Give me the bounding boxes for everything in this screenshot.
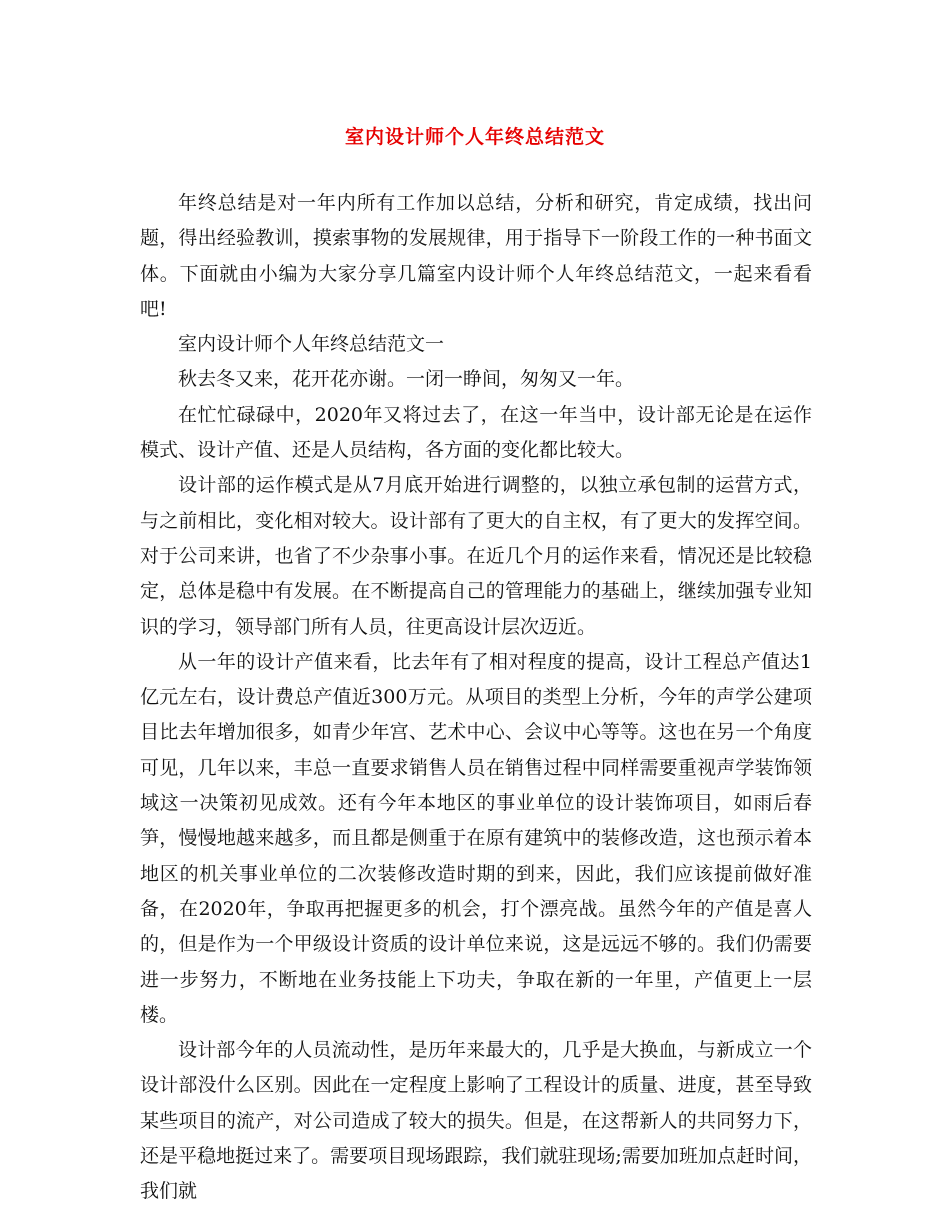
paragraph-staff-turnover: 设计部今年的人员流动性，是历年来最大的，几乎是大换血，与新成立一个设计部没什么区别。因此在一定程度上影响了工程设计的质量、进度，甚至导致某些项目的流产，对公司造成了较大的损失。但是，在这帮新人的共同努力下，还是平稳地挺过来了。需要项目现场跟踪，我们就驻现场;需要加班加点赶时间，我们就 [140, 1039, 812, 1203]
document-title: 室内设计师个人年终总结范文 [344, 126, 605, 148]
paragraph-design-output: 从一年的设计产值来看，比去年有了相对程度的提高，设计工程总产值达1亿元左右，设计费总产值近300万元。从项目的类型上分析，今年的声学公建项目比去年增加很多，如青少年宫、艺术中心、会议中心等等。这也在另一个角度可见，几年以来，丰总一直要求销售人员在销售过程中同样需要重视声学装饰领域这一决策初见成效。还有今年本地区的事业单位的设计装饰项目，如雨后春笋，慢慢地越来越多，而且都是侧重于在原有建筑中的装修改造，这也预示着本地区的机关事业单位的二次装修改造时期的到来，因此，我们应该提前做好准备，在2020年，争取再把握更多的机会，打个漂亮战。虽然今年的产值是喜人的，但是作为一个甲级设计资质的设计单位来说，这是远远不够的。我们仍需要进一步努力，不断地在业务技能上下功夫，争取在新的一年里，产值更上一层楼。 [140, 650, 812, 1026]
document-body [140, 186, 812, 1210]
paragraph-operation-mode: 设计部的运作模式是从7月底开始进行调整的，以独立承包制的运营方式，与之前相比，变化相对较大。设计部有了更大的自主权，有了更大的发挥空间。对于公司来讲，也省了不少杂事小事。在近几个月的运作来看，情况还是比较稳定，总体是稳中有发展。在不断提高自己的管理能力的基础上，继续加强专业知识的学习，领导部门所有人员，往更高设计层次迈近。 [140, 474, 812, 638]
paragraph-intro: 年终总结是对一年内所有工作加以总结，分析和研究，肯定成绩，找出问题，得出经验教训，摸索事物的发展规律，用于指导下一阶段工作的一种书面文体。下面就由小编为大家分享几篇室内设计师个人年终总结范文，一起来看看吧! [140, 192, 812, 320]
paragraph-year-overview: 在忙忙碌碌中，2020年又将过去了，在这一年当中，设计部无论是在运作模式、设计产值、还是人员结构，各方面的变化都比较大。 [140, 403, 812, 462]
paragraph-subheading: 室内设计师个人年终总结范文一 [178, 333, 445, 356]
paragraph-opening-line: 秋去冬又来，花开花亦谢。一闭一睁间，匆匆又一年。 [178, 368, 635, 391]
